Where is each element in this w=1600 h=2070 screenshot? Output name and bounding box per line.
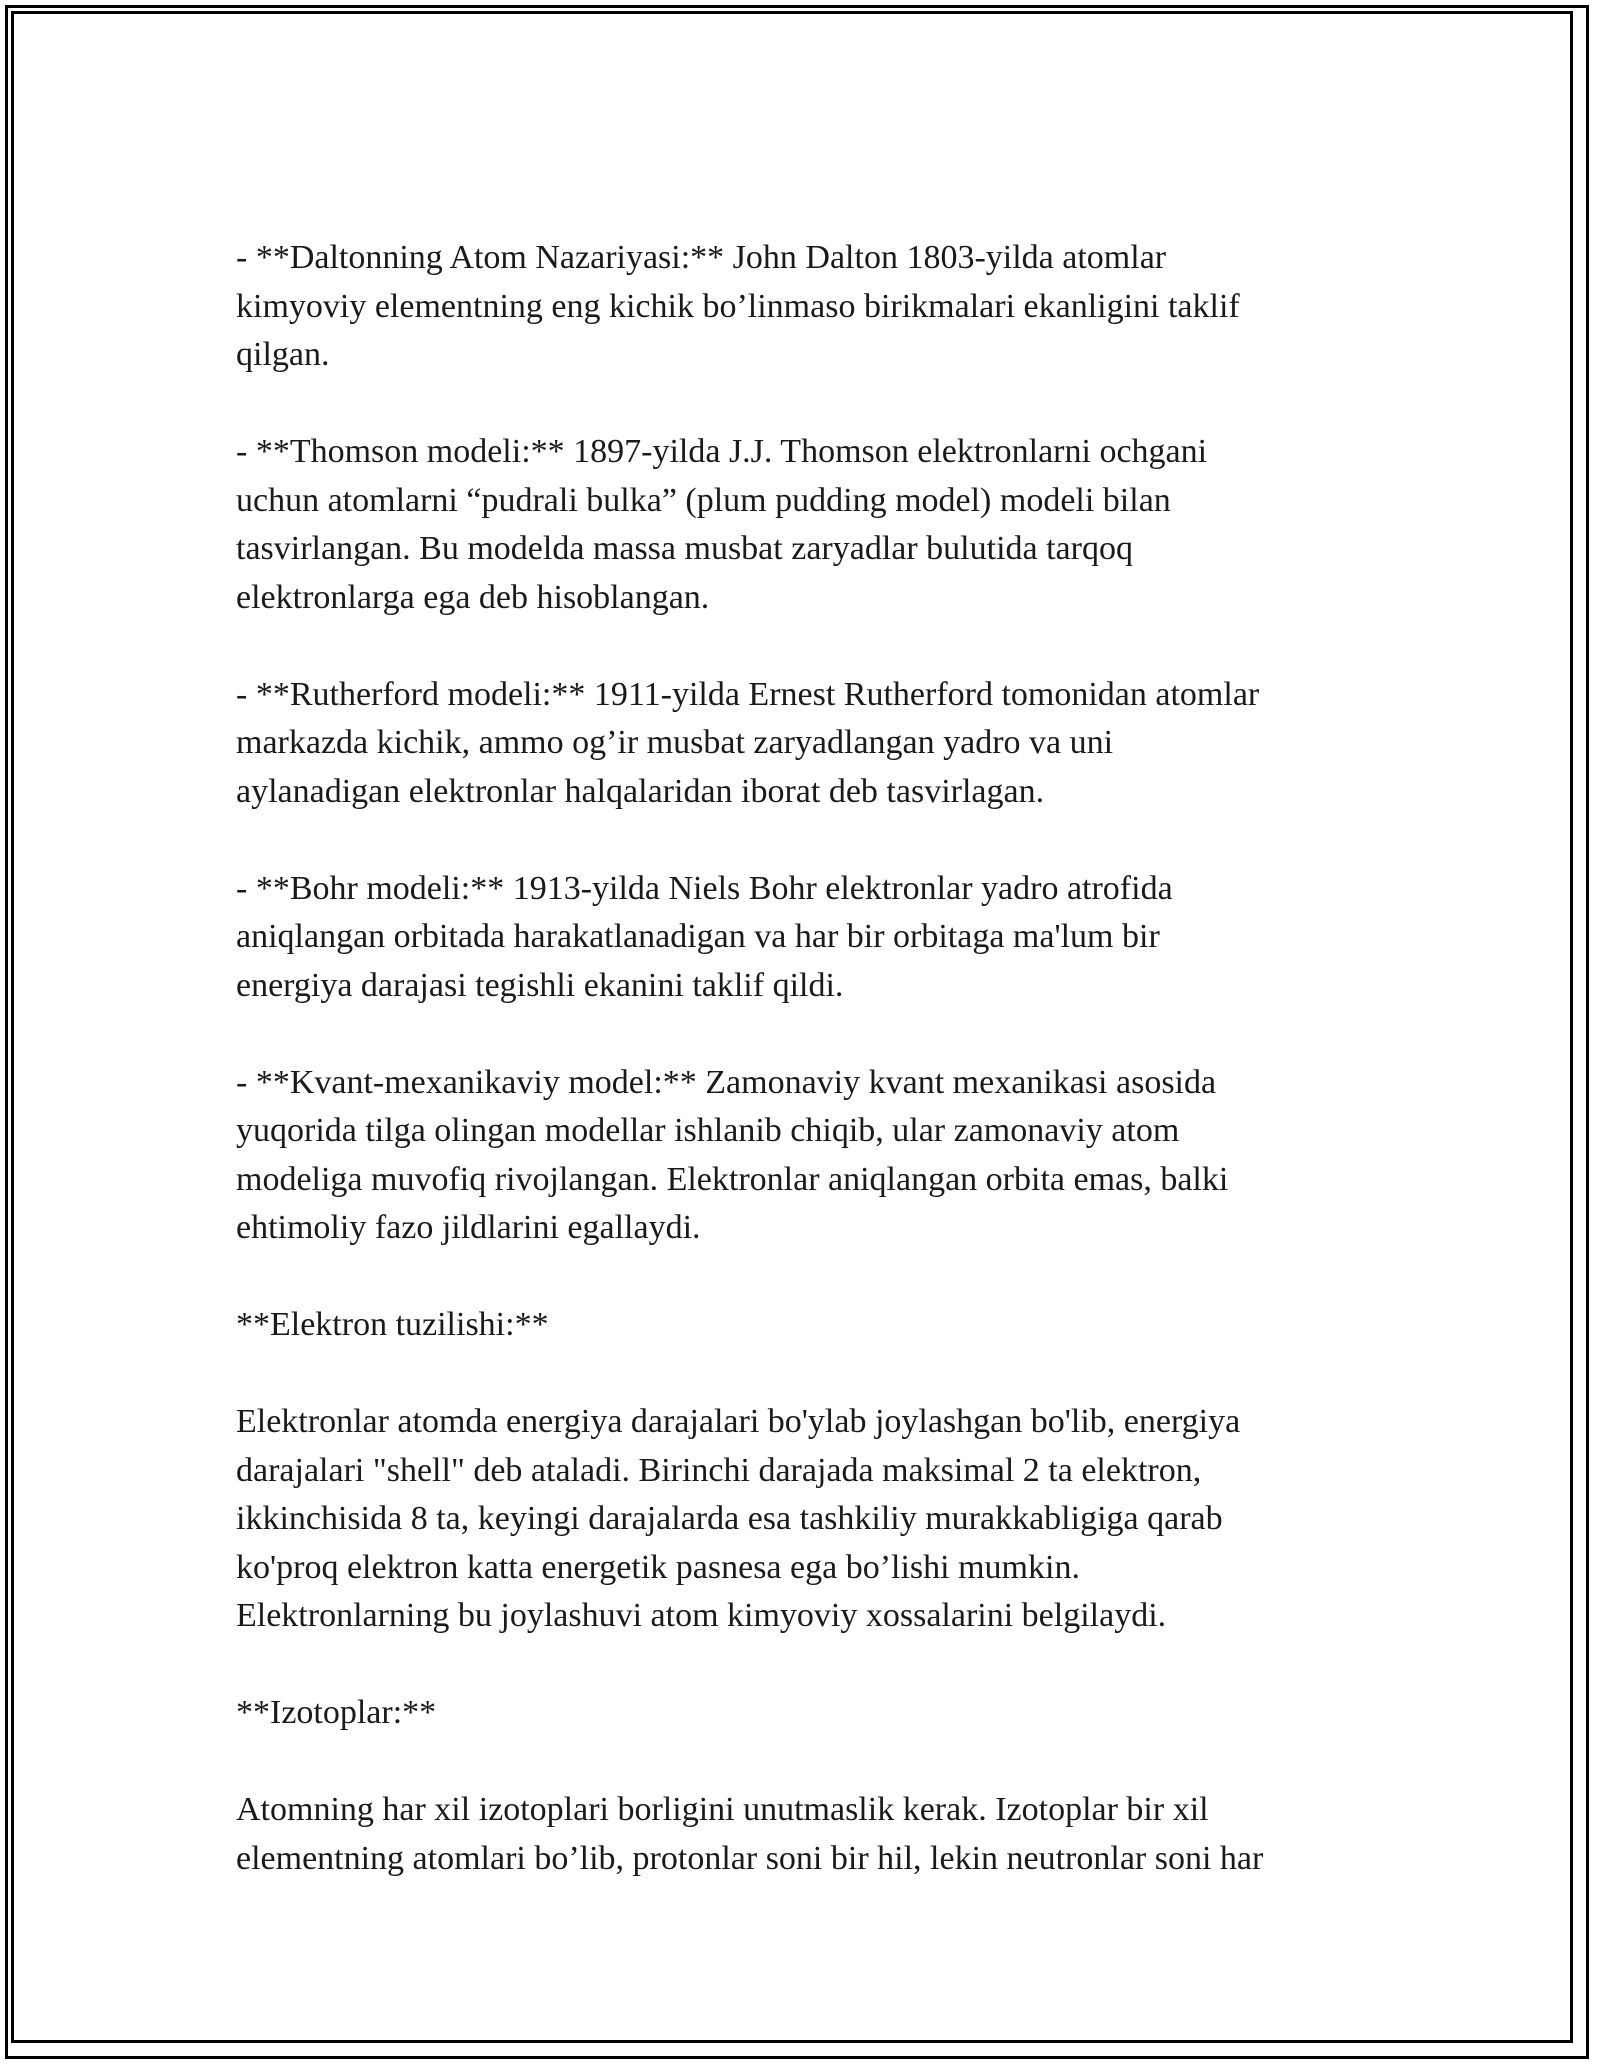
text-line: markazda kichik, ammo og’ir musbat zaryadlangan yadro va uni <box>236 724 1114 761</box>
paragraph-bohr <box>236 865 1356 1011</box>
text-line: ikkinchisida 8 ta, keyingi darajalarda esa tashkiliy murakkabligiga qarab <box>236 1500 1223 1537</box>
text-line: ko'proq elektron katta energetik pasnesa ega bo’lishi mumkin. <box>236 1548 1080 1586</box>
paragraph-thomson <box>236 428 1356 622</box>
text-line: - **Bohr modeli:** 1913-yilda Niels Bohr elektronlar yadro atrofida <box>236 869 1173 907</box>
text-line: uchun atomlarni “pudrali bulka” (plum pudding model) modeli bilan <box>236 481 1171 519</box>
text-line: darajalari "shell" deb ataladi. Birinchi darajada maksimal 2 ta elektron, <box>236 1451 1202 1489</box>
text-line: - **Daltonning Atom Nazariyasi:** John Dalton 1803-yilda atomlar <box>236 239 1167 276</box>
text-line: tasvirlangan. Bu modelda massa musbat zaryadlar bulutida tarqoq <box>236 530 1133 567</box>
paragraph-electron-structure <box>236 1398 1356 1641</box>
paragraph-dalton <box>236 234 1356 380</box>
text-line: Elektronlar atomda energiya darajalari bo'ylab joylashgan bo'lib, energiya <box>236 1403 1241 1440</box>
text-line: yuqorida tilga olingan modellar ishlanib chiqib, ular zamonaviy atom <box>236 1112 1180 1149</box>
text-line: energiya darajasi tegishli ekanini taklif qildi. <box>236 966 844 1004</box>
text-line: Atomning har xil izotoplari borligini unutmaslik kerak. Izotoplar bir xil <box>236 1791 1209 1828</box>
text-line: - **Thomson modeli:** 1897-yilda J.J. Thomson elektronlarni ochgani <box>236 433 1208 470</box>
heading-isotopes <box>236 1689 1356 1738</box>
text-line: modeliga muvofiq rivojlangan. Elektronlar aniqlangan orbita emas, balki <box>236 1160 1229 1198</box>
text-line: elektronlarga ega deb hisoblangan. <box>236 578 710 616</box>
text-line: qilgan. <box>236 336 330 373</box>
text-line: aylanadigan elektronlar halqalaridan iborat deb tasvirlagan. <box>236 772 1045 810</box>
text-line: **Izotoplar:** <box>236 1694 437 1731</box>
text-line: Elektronlarning bu joylashuvi atom kimyoviy xossalarini belgilaydi. <box>236 1597 1167 1634</box>
text-line: kimyoviy elementning eng kichik bo’linmaso birikmalari ekanligini taklif <box>236 287 1240 325</box>
paragraph-rutherford <box>236 671 1356 817</box>
document-body <box>236 234 1356 1883</box>
text-line: ehtimoliy fazo jildlarini egallaydi. <box>236 1209 701 1246</box>
paragraph-isotopes <box>236 1786 1356 1883</box>
text-line: aniqlangan orbitada harakatlanadigan va har bir orbitaga ma'lum bir <box>236 918 1160 955</box>
text-line: - **Rutherford modeli:** 1911-yilda Ernest Rutherford tomonidan atomlar <box>236 675 1260 713</box>
text-line: **Elektron tuzilishi:** <box>236 1306 549 1343</box>
heading-electron-structure <box>236 1301 1356 1350</box>
text-line: - **Kvant-mexanikaviy model:** Zamonaviy kvant mexanikasi asosida <box>236 1063 1217 1101</box>
text-line: elementning atomlari bo’lib, protonlar soni bir hil, lekin neutronlar soni har <box>236 1839 1264 1877</box>
paragraph-quantum <box>236 1059 1356 1253</box>
